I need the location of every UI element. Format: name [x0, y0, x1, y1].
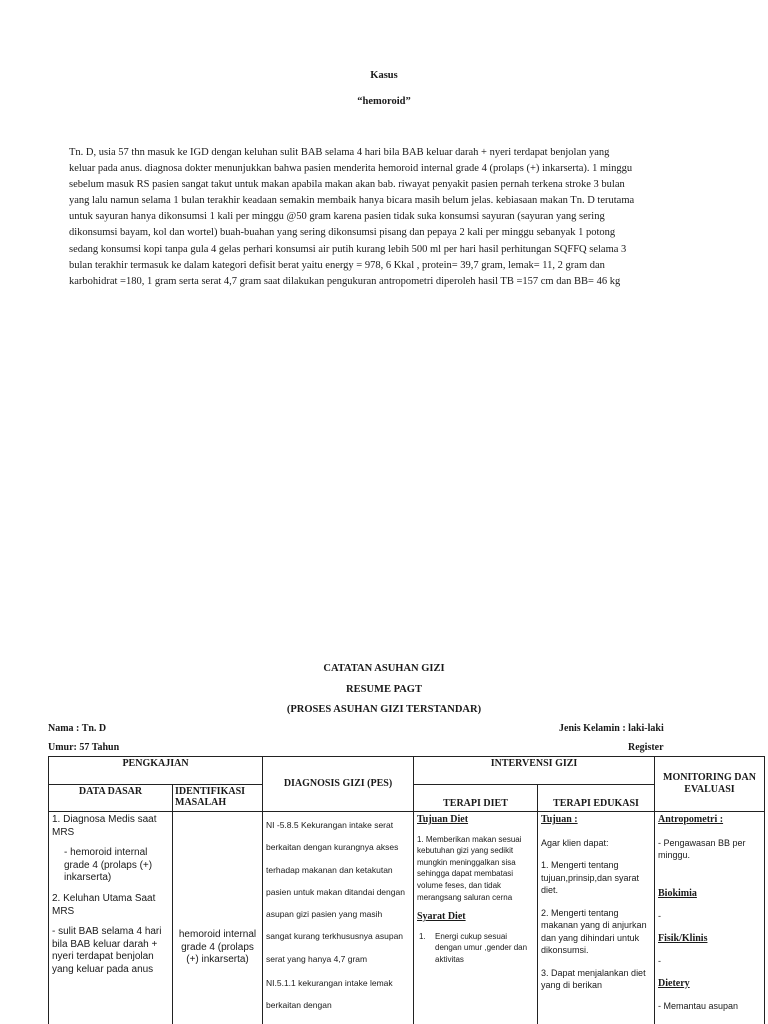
case-line: yang lalu namun selama 1 bulan terakhir keadaan semakin membaik hanya bicara masih belum jelas. kebiasaan makan Tn. D terutama: [69, 195, 635, 207]
register-label: Register: [628, 742, 664, 753]
biokimia-text: -: [658, 911, 661, 921]
tujuan-diet-text: 1. Memberikan makan sesuai kebutuhan gizi yang sedikit mungkin meninggalkan sisa sehingga dapat membatasi volume feses, dan tidak merangsang saluran cerna: [417, 834, 522, 902]
header-terapi-diet: TERAPI DIET: [414, 785, 538, 812]
case-paragraph: [69, 145, 703, 290]
header-data-dasar: DATA DASAR: [49, 785, 173, 812]
biokimia-heading: Biokimia: [658, 887, 697, 899]
patient-gender: Jenis Kelamin : laki-laki: [559, 723, 664, 734]
data-dasar-item: 2. Keluhan Utama Saat MRS: [52, 892, 156, 917]
syarat-diet-item: [417, 931, 534, 966]
case-title: “hemoroid”: [357, 96, 411, 107]
edukasi-item: Agar klien dapat:: [541, 837, 609, 848]
case-label: Kasus: [370, 70, 398, 81]
case-line: karbohidrat =180, 1 gram serta serat 4,7 gram saat dilakukan pengukuran antropometri diperoleh hasil TB =157 cm dan BB= 46 kg: [69, 275, 621, 287]
patient-name: Nama : Tn. D: [48, 723, 107, 734]
form-subtitle-2: (PROSES ASUHAN GIZI TERSTANDAR): [286, 704, 482, 715]
case-line: untuk sayuran hanya dikonsumsi 1 kali per minggu @50 gram karena pasien tidak suka konsumsi sayuran (sayuran yang sering: [69, 211, 605, 223]
list-text: Energi cukup sesuai dengan umur ,gender dan aktivitas: [435, 931, 528, 964]
identifikasi-cell: [173, 812, 263, 1024]
data-dasar-item: - hemoroid internal grade 4 (prolaps (+) inkarserta): [64, 847, 153, 884]
antropometri-heading: Antropometri :: [658, 814, 724, 825]
terapi-diet-cell: [414, 812, 538, 1024]
patient-age: Umur: 57 Tahun: [48, 742, 120, 753]
header-monitoring: MONITORING DAN EVALUASI: [655, 757, 765, 812]
dietery-heading: Dietery: [658, 977, 690, 989]
form-title: CATATAN ASUHAN GIZI: [323, 663, 445, 674]
data-dasar-cell: [49, 812, 173, 1024]
edukasi-item: 1. Mengerti tentang tujuan,prinsip,dan syarat diet.: [541, 860, 640, 895]
diagnosis-item: NI.5.1.1 kekurangan intake lemak berkaitan dengan: [266, 978, 393, 1011]
diagnosis-item: NI -5.8.5 Kekurangan intake serat berkaitan dengan kurangnya akses terhadap makanan dan ketakutan pasien untuk makan ditandai dengan asupan gizi pasien yang masih sangat kurang terkhususnya asupan serat yang hanya 4,7 gram: [266, 820, 405, 964]
data-dasar-item: - sulit BAB selama 4 hari bila BAB keluar darah + nyeri terdapat benjolan yang keluar pada anus: [52, 926, 162, 975]
case-line: keluar pada anus. diagnosa dokter menunjukkan bahwa pasien menderita hemoroid internal grade 4 (prolaps (+) inkarserta). 1 minggu: [69, 163, 633, 175]
fisik-text: -: [658, 956, 661, 966]
header-terapi-edukasi: TERAPI EDUKASI: [538, 785, 655, 812]
monitoring-cell: [655, 812, 765, 1024]
case-line: sedang konsumsi kopi tanpa gula 4 gelas perhari konsumsi air putih kurang lebih 500 ml per hari hasil perhitungan SQFFQ selama 3: [69, 243, 627, 255]
care-table: [48, 756, 765, 1024]
identifikasi-text: hemoroid internal grade 4 (prolaps (+) inkarserta): [178, 929, 257, 966]
form-subtitle: RESUME PAGT: [346, 684, 422, 695]
data-dasar-item: 1. Diagnosa Medis saat MRS: [52, 814, 157, 838]
tujuan-edukasi-heading: Tujuan :: [541, 814, 578, 825]
case-line: Tn. D, usia 57 thn masuk ke IGD dengan keluhan sulit BAB selama 4 hari bila BAB keluar darah + nyeri terdapat benjolan yang: [69, 147, 610, 158]
edukasi-item: 3. Dapat menjalankan diet yang di berikan: [541, 967, 646, 990]
dietery-text: - Memantau asupan: [658, 1001, 739, 1011]
header-diagnosis: DIAGNOSIS GIZI (PES): [263, 757, 414, 812]
tujuan-diet-heading: Tujuan Diet: [417, 814, 469, 825]
case-line: bulan terakhir termasuk ke dalam kategori defisit berat yaitu energy = 978, 6 Kkal , protein= 39,7 gram, lemak= 11, 2 gram dan: [69, 259, 605, 271]
diagnosis-cell: [263, 812, 414, 1024]
header-pengkajian: PENGKAJIAN: [49, 757, 263, 785]
syarat-diet-heading: Syarat Diet: [417, 911, 466, 923]
fisik-heading: Fisik/Klinis: [658, 932, 708, 944]
case-line: dikonsumsi bayam, kol dan wortel) buah-buahan yang sering dikonsumsi pisang dan pepaya 2 kali per minggu sebanyak 1 potong: [69, 227, 616, 239]
antropometri-text: - Pengawasan BB per minggu.: [658, 837, 746, 860]
header-identifikasi: IDENTIFIKASI MASALAH: [173, 785, 263, 812]
header-intervensi: INTERVENSI GIZI: [414, 757, 655, 785]
case-line: sebelum masuk RS pasien sangat takut untuk makan apabila makan akan bab. riwayat penyakit pasien pernah terkena stroke 3 bulan: [69, 179, 625, 191]
terapi-edukasi-cell: [538, 812, 655, 1024]
edukasi-item: 2. Mengerti tentang makanan yang di anjurkan dan yang dihindari untuk dikonsumsi.: [541, 907, 647, 955]
list-number: 1.: [419, 931, 426, 941]
